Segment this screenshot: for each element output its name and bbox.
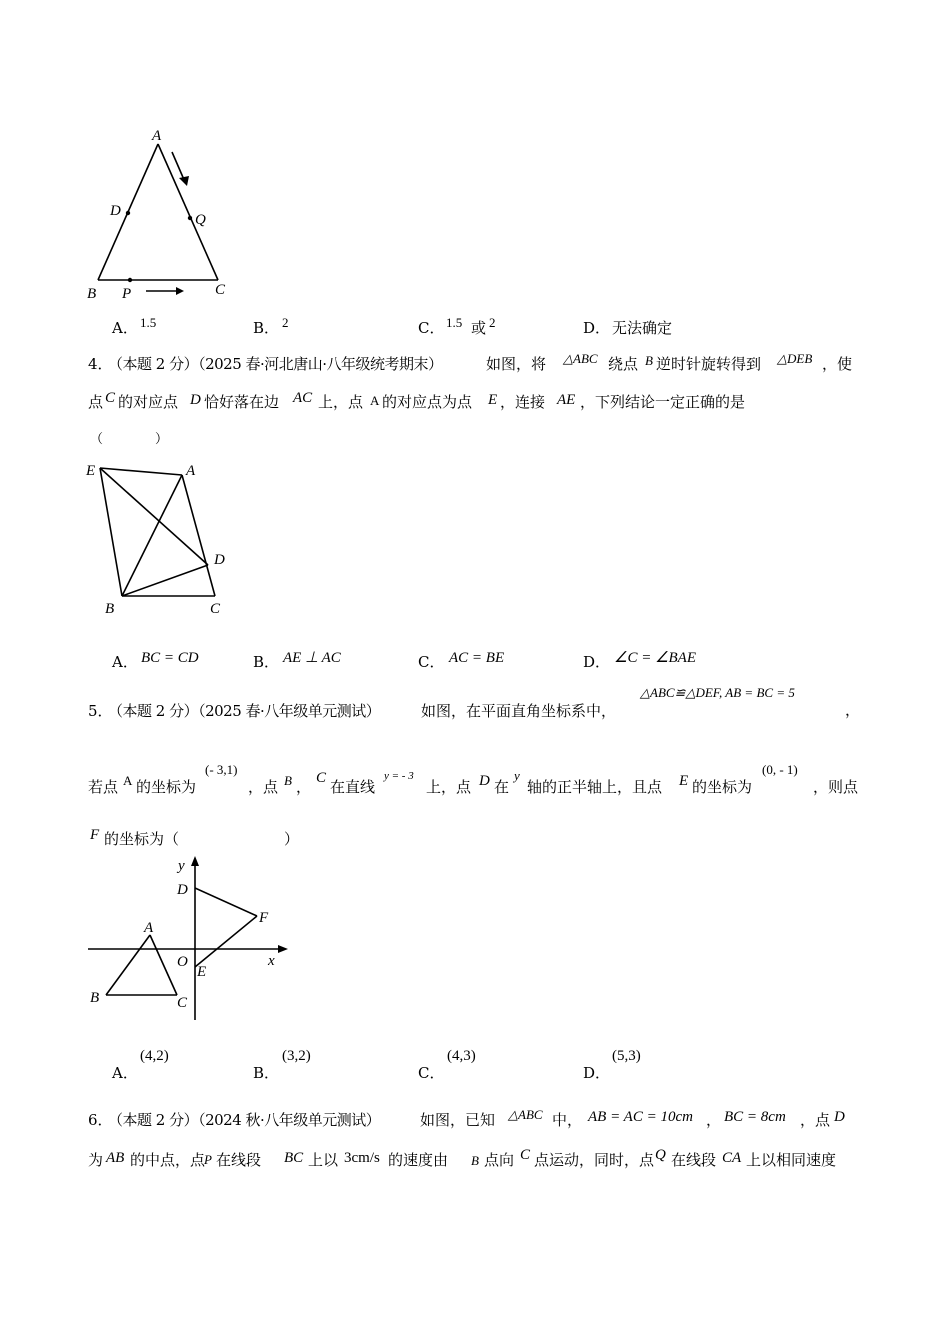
- q3-label-b: B: [87, 286, 97, 302]
- q6-text-4: ，点: [800, 1111, 831, 1129]
- q6-tri: △ABC: [508, 1107, 543, 1122]
- q4-answer-paren: （ ）: [90, 432, 169, 447]
- q4-option-d-letter: D．: [583, 653, 611, 671]
- q6-text-1: 如图，已知: [420, 1111, 496, 1129]
- q5-text-7: 上，点: [426, 778, 472, 796]
- q5-coordinate-figure: [80, 850, 300, 1025]
- q4-text-5: 点: [88, 393, 104, 411]
- q5-text-4: ，点: [248, 778, 279, 796]
- q6-seg-ab: AB: [106, 1150, 125, 1166]
- q4-text-1: 如图，将: [486, 355, 547, 373]
- q6-text-8: 上以: [308, 1151, 339, 1169]
- q5-text-5: ，: [296, 778, 312, 796]
- q5-label-c: C: [177, 995, 188, 1011]
- q4-seg-ac: AC: [293, 390, 313, 406]
- q6-point-c: C: [520, 1147, 531, 1163]
- q3-option-b-value: 2: [282, 315, 289, 330]
- q5-text-1: 如图，在平面直角坐标系中，: [421, 702, 617, 720]
- q6-text-12: 在线段: [671, 1151, 717, 1169]
- q5-condition-comma: ，: [845, 701, 861, 719]
- q5-label-d: D: [177, 882, 188, 898]
- q4-option-c-value: AC = BE: [449, 650, 505, 666]
- q5-label-b: B: [90, 990, 100, 1006]
- q3-label-c: C: [215, 282, 226, 298]
- q6-text-6: 的中点，点: [130, 1151, 206, 1169]
- q3-option-d-value: 无法确定: [612, 319, 673, 337]
- q5-text-10: 的坐标为: [692, 778, 753, 796]
- q5-x-arrow-icon: [278, 945, 288, 953]
- q4-tri-abc: △ABC: [563, 351, 598, 366]
- q6-text-10: 点向: [484, 1151, 515, 1169]
- q6-text-3: ，: [706, 1111, 722, 1129]
- q5-option-c-letter: C．: [418, 1064, 445, 1082]
- q3-label-p: P: [122, 286, 132, 302]
- q3-option-c-value1: 1.5: [446, 315, 463, 330]
- q6-point-p: P: [204, 1152, 212, 1167]
- q4-label-e: E: [86, 463, 96, 479]
- q5-text-12: 的坐标为（ ）: [104, 830, 300, 848]
- q4-label-b: B: [105, 601, 115, 617]
- q5-option-b-value: (3,2): [282, 1048, 311, 1064]
- q3-option-a-value: 1.5: [140, 315, 157, 330]
- q4-text-11: ，下列结论一定正确的是: [580, 393, 746, 411]
- q6-seg-bc: BC: [284, 1150, 304, 1166]
- q5-line-eq: y = - 3: [384, 770, 414, 782]
- q5-option-c-value: (4,3): [447, 1048, 476, 1064]
- q4-number: 4．: [88, 355, 113, 373]
- q6-meta: （本题 2 分）（2024 秋·八年级单元测试）: [108, 1111, 381, 1129]
- q5-text-6: 在直线: [330, 778, 376, 796]
- q5-option-b-letter: B．: [253, 1064, 280, 1082]
- q5-coord-e: (0, - 1): [762, 762, 798, 777]
- q4-seg-ac: [182, 475, 215, 596]
- q4-point-a: A: [370, 393, 380, 408]
- q4-option-c-letter: C．: [418, 653, 445, 671]
- q3-point-p-dot: [128, 278, 132, 282]
- q5-label-o: O: [177, 954, 188, 970]
- q4-option-a-letter: A．: [112, 653, 138, 671]
- q5-point-b: B: [284, 773, 292, 788]
- q3-option-c-value2: 2: [489, 315, 496, 330]
- q4-text-2: 绕点: [608, 355, 639, 373]
- q3-side-ac: [158, 144, 218, 280]
- q6-point-q: Q: [655, 1147, 666, 1163]
- q5-meta: （本题 2 分）（2025 春·八年级单元测试）: [108, 702, 381, 720]
- q3-option-d-letter: D．: [583, 319, 611, 337]
- q4-text-8: 上，点: [318, 393, 364, 411]
- q3-option-c-letter: C．: [418, 319, 445, 337]
- q4-text-6: 的对应点: [118, 393, 179, 411]
- q3-arrow-q-head-icon: [179, 176, 189, 186]
- q3-triangle-figure: [80, 120, 250, 305]
- q5-option-a-value: (4,2): [140, 1048, 169, 1064]
- q5-label-y: y: [178, 858, 185, 874]
- q6-point-b: B: [471, 1153, 479, 1168]
- q5-seg-ab: [106, 935, 150, 995]
- q6-text-2: 中，: [552, 1111, 583, 1129]
- q5-seg-df: [195, 888, 257, 916]
- q4-quadrilateral-figure: [80, 455, 240, 620]
- q4-label-c: C: [210, 601, 221, 617]
- q3-label-q: Q: [195, 212, 206, 228]
- q5-text-3: 的坐标为: [136, 778, 197, 796]
- q5-text-8: 在: [494, 778, 510, 796]
- q5-condition: △ABC≌△DEF, AB = BC = 5: [640, 685, 795, 700]
- q5-point-d: D: [479, 773, 490, 789]
- q5-point-f: F: [90, 827, 100, 843]
- q5-point-a: A: [123, 773, 133, 788]
- q4-text-10: ，连接: [500, 393, 546, 411]
- q6-speed: 3cm/s: [344, 1150, 380, 1166]
- q3-option-c-or: 或: [471, 319, 487, 337]
- q4-text-7: 恰好落在边: [204, 393, 280, 411]
- q4-point-b: B: [645, 353, 653, 368]
- q6-number: 6．: [88, 1111, 113, 1129]
- q6-text-9: 的速度由: [388, 1151, 449, 1169]
- q4-option-b-letter: B．: [253, 653, 280, 671]
- q4-text-3: 逆时针旋转得到: [656, 355, 762, 373]
- q4-label-a: A: [186, 463, 196, 479]
- q4-seg-eb: [100, 468, 122, 596]
- q6-seg-ca: CA: [722, 1150, 742, 1166]
- q4-tri-deb: △DEB: [777, 351, 813, 366]
- q5-text-11: ，则点: [813, 778, 859, 796]
- q4-seg-ea: [100, 468, 182, 475]
- q5-option-d-value: (5,3): [612, 1048, 641, 1064]
- q5-number: 5．: [88, 702, 113, 720]
- q5-option-d-letter: D．: [583, 1064, 611, 1082]
- q4-point-d: D: [190, 392, 201, 408]
- q3-label-a: A: [152, 128, 162, 144]
- q6-text-11: 点运动，同时，点: [534, 1151, 655, 1169]
- q5-text-2: 若点: [88, 778, 119, 796]
- q4-option-a-value: BC = CD: [141, 650, 199, 666]
- q3-point-d-dot: [126, 211, 130, 215]
- q5-point-c: C: [316, 770, 327, 786]
- q4-seg-ae: AE: [557, 392, 576, 408]
- q6-point-d: D: [834, 1109, 845, 1125]
- q4-point-c: C: [105, 390, 116, 406]
- q4-text-9: 的对应点为点: [382, 393, 473, 411]
- q5-seg-ef: [195, 916, 257, 967]
- q5-label-a: A: [144, 920, 154, 936]
- q4-seg-ed: [100, 468, 208, 565]
- q5-text-9: 轴的正半轴上，且点: [527, 778, 663, 796]
- q3-label-d: D: [110, 203, 121, 219]
- q5-coord-a: (- 3,1): [205, 762, 238, 777]
- q6-text-5: 为: [88, 1151, 104, 1169]
- q3-point-q-dot: [188, 216, 192, 220]
- q6-eq1: AB = AC = 10cm: [588, 1109, 693, 1125]
- q4-option-d-value: ∠C = ∠BAE: [614, 650, 697, 666]
- q5-y-arrow-icon: [191, 856, 199, 866]
- q5-label-f: F: [259, 910, 269, 926]
- q5-option-a-letter: A．: [112, 1064, 138, 1082]
- q5-point-e: E: [679, 773, 689, 789]
- q5-label-x: x: [268, 953, 275, 969]
- q4-point-e: E: [488, 392, 498, 408]
- q4-label-d: D: [214, 552, 225, 568]
- q5-seg-ac: [150, 935, 177, 995]
- q4-text-4: ，使: [822, 355, 853, 373]
- q4-option-b-value: AE ⊥ AC: [283, 650, 341, 666]
- q4-meta: （本题 2 分）（2025 春·河北唐山·八年级统考期末）: [108, 355, 443, 373]
- q3-arrow-p-head-icon: [176, 287, 184, 295]
- q5-axis-y: y: [514, 768, 520, 783]
- q3-option-b-letter: B．: [253, 319, 280, 337]
- q3-option-a-letter: A．: [112, 319, 138, 337]
- q6-eq2: BC = 8cm: [724, 1109, 786, 1125]
- q6-text-7: 在线段: [216, 1151, 262, 1169]
- q5-label-e: E: [197, 964, 207, 980]
- q6-text-13: 上以相同速度: [746, 1151, 837, 1169]
